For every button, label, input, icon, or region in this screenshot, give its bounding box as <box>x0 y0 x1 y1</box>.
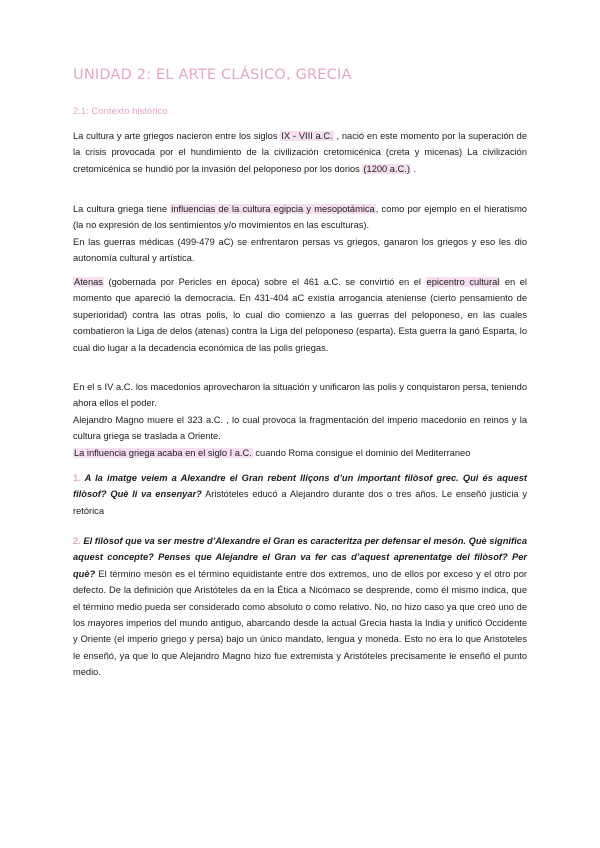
text: , como por ejemplo en el hieratismo (la no expresión de los sentimientos y/o movimientos en las esculturas). <box>73 204 527 231</box>
question-number: 1. <box>73 473 81 483</box>
question-2 <box>73 533 527 681</box>
section-subtitle: 2.1: Contexto histórico <box>73 106 168 117</box>
text: En el s IV a.C. los macedonios aprovecharon la situación y unificaron las polis y conquistaron persa, teniendo ahora ellos el poder. <box>73 382 527 409</box>
paragraph-origins <box>73 128 527 177</box>
question-text: El filòsof que va ser mestre d’Alexandre el Gran es caracteritza per defensar el mesón. Què significa aquest concepte? Penses que Alejandre el Gran va fer cas d’aquest aprenentatge del filòsof? Per què? <box>73 536 527 579</box>
question-1 <box>73 470 527 519</box>
question-number: 2. <box>73 536 81 546</box>
text: en el momento que apareció la democracia. En 431-404 aC existía arrogancia ateniense (cierto pensamiento de superioridad) contra las otras polis, lo cual dio comienzo a las guerras del peloponeso, en las cuales combatieron la Liga de delos (atenas) contra la Liga del peloponeso (esparta). Esta guerra la ganó Esparta, lo cual dio lugar a la decadencia económica de las polis griegas. <box>73 277 527 353</box>
text: , nació en este momento por la superación de la crisis provocada por el hundimiento de la civilización cretomicénica (creta y micenas) La civilización cretomicénica se hundió por la invasión del peloponeso por los dorios <box>73 131 527 174</box>
paragraph-macedonians <box>73 379 527 461</box>
text: . <box>410 163 417 174</box>
text: Alejandro Magno muere el 323 a.C. , lo cual provoca la fragmentación del imperio macedonio en reinos y la cultura griega se traslada a Oriente. <box>73 414 527 442</box>
answer-text: Aristóteles educó a Alejandro durante dos o tres años. Le enseñó justicia y retórica <box>73 489 528 516</box>
highlight: Atenas <box>74 277 103 287</box>
text: (gobernada por Pericles en época) sobre el 461 a.C. se convirtió en el <box>103 277 426 287</box>
highlight: La influencia griega acaba en el siglo I a.C. <box>74 447 252 458</box>
highlight: (1200 a.C.) <box>363 163 410 174</box>
paragraph-athens <box>73 274 527 356</box>
paragraph-influences <box>73 201 527 267</box>
answer-text: El término mesón es el término equidistante entre dos extremos, uno de ellos por exceso y el otro por defecto. De la definición que Aristóteles da en la Ética a Nicómaco se desprende, como él mismo indica, que el término medio pueda ser considerado como absoluto o como relativo. No, no hizo caso ya que creó uno de los mayores imperios del mundo antiguo, abarcando desde la actual Grecia hasta la India y unificó Occidente y Oriente (el imperio griego y persa) bajo un único mandato, lengua y moneda. Esto no era lo que Aristoteles le enseñó, ya que lo que Alejandro Magno hizo fue extremista y Aristóteles precisamente le enseñó el punto medio. <box>73 568 527 678</box>
highlight: IX - VIII a.C. <box>281 131 333 141</box>
text: La cultura y arte griegos nacieron entre los siglos <box>73 131 281 141</box>
text: cuando Roma consigue el dominio del Mediterraneo <box>252 447 471 458</box>
text: La cultura griega tiene <box>73 204 171 214</box>
highlight: epicentro cultural <box>426 277 500 287</box>
question-text: A la imatge veiem a Alexandre el Gran rebent lliçons d’un important filòsof grec. Qui és aquest filòsof? Què li va ensenyar? <box>73 473 527 500</box>
text: En las guerras médicas (499-479 aC) se enfrentaron persas vs griegos, ganaron los griegos y eso les dio autonomía cultural y artística. <box>73 236 527 264</box>
highlight: influencias de la cultura egipcia y mesopotámica <box>171 204 375 214</box>
document-title: UNIDAD 2: EL ARTE CLÁSICO, GRECIA <box>73 67 352 83</box>
